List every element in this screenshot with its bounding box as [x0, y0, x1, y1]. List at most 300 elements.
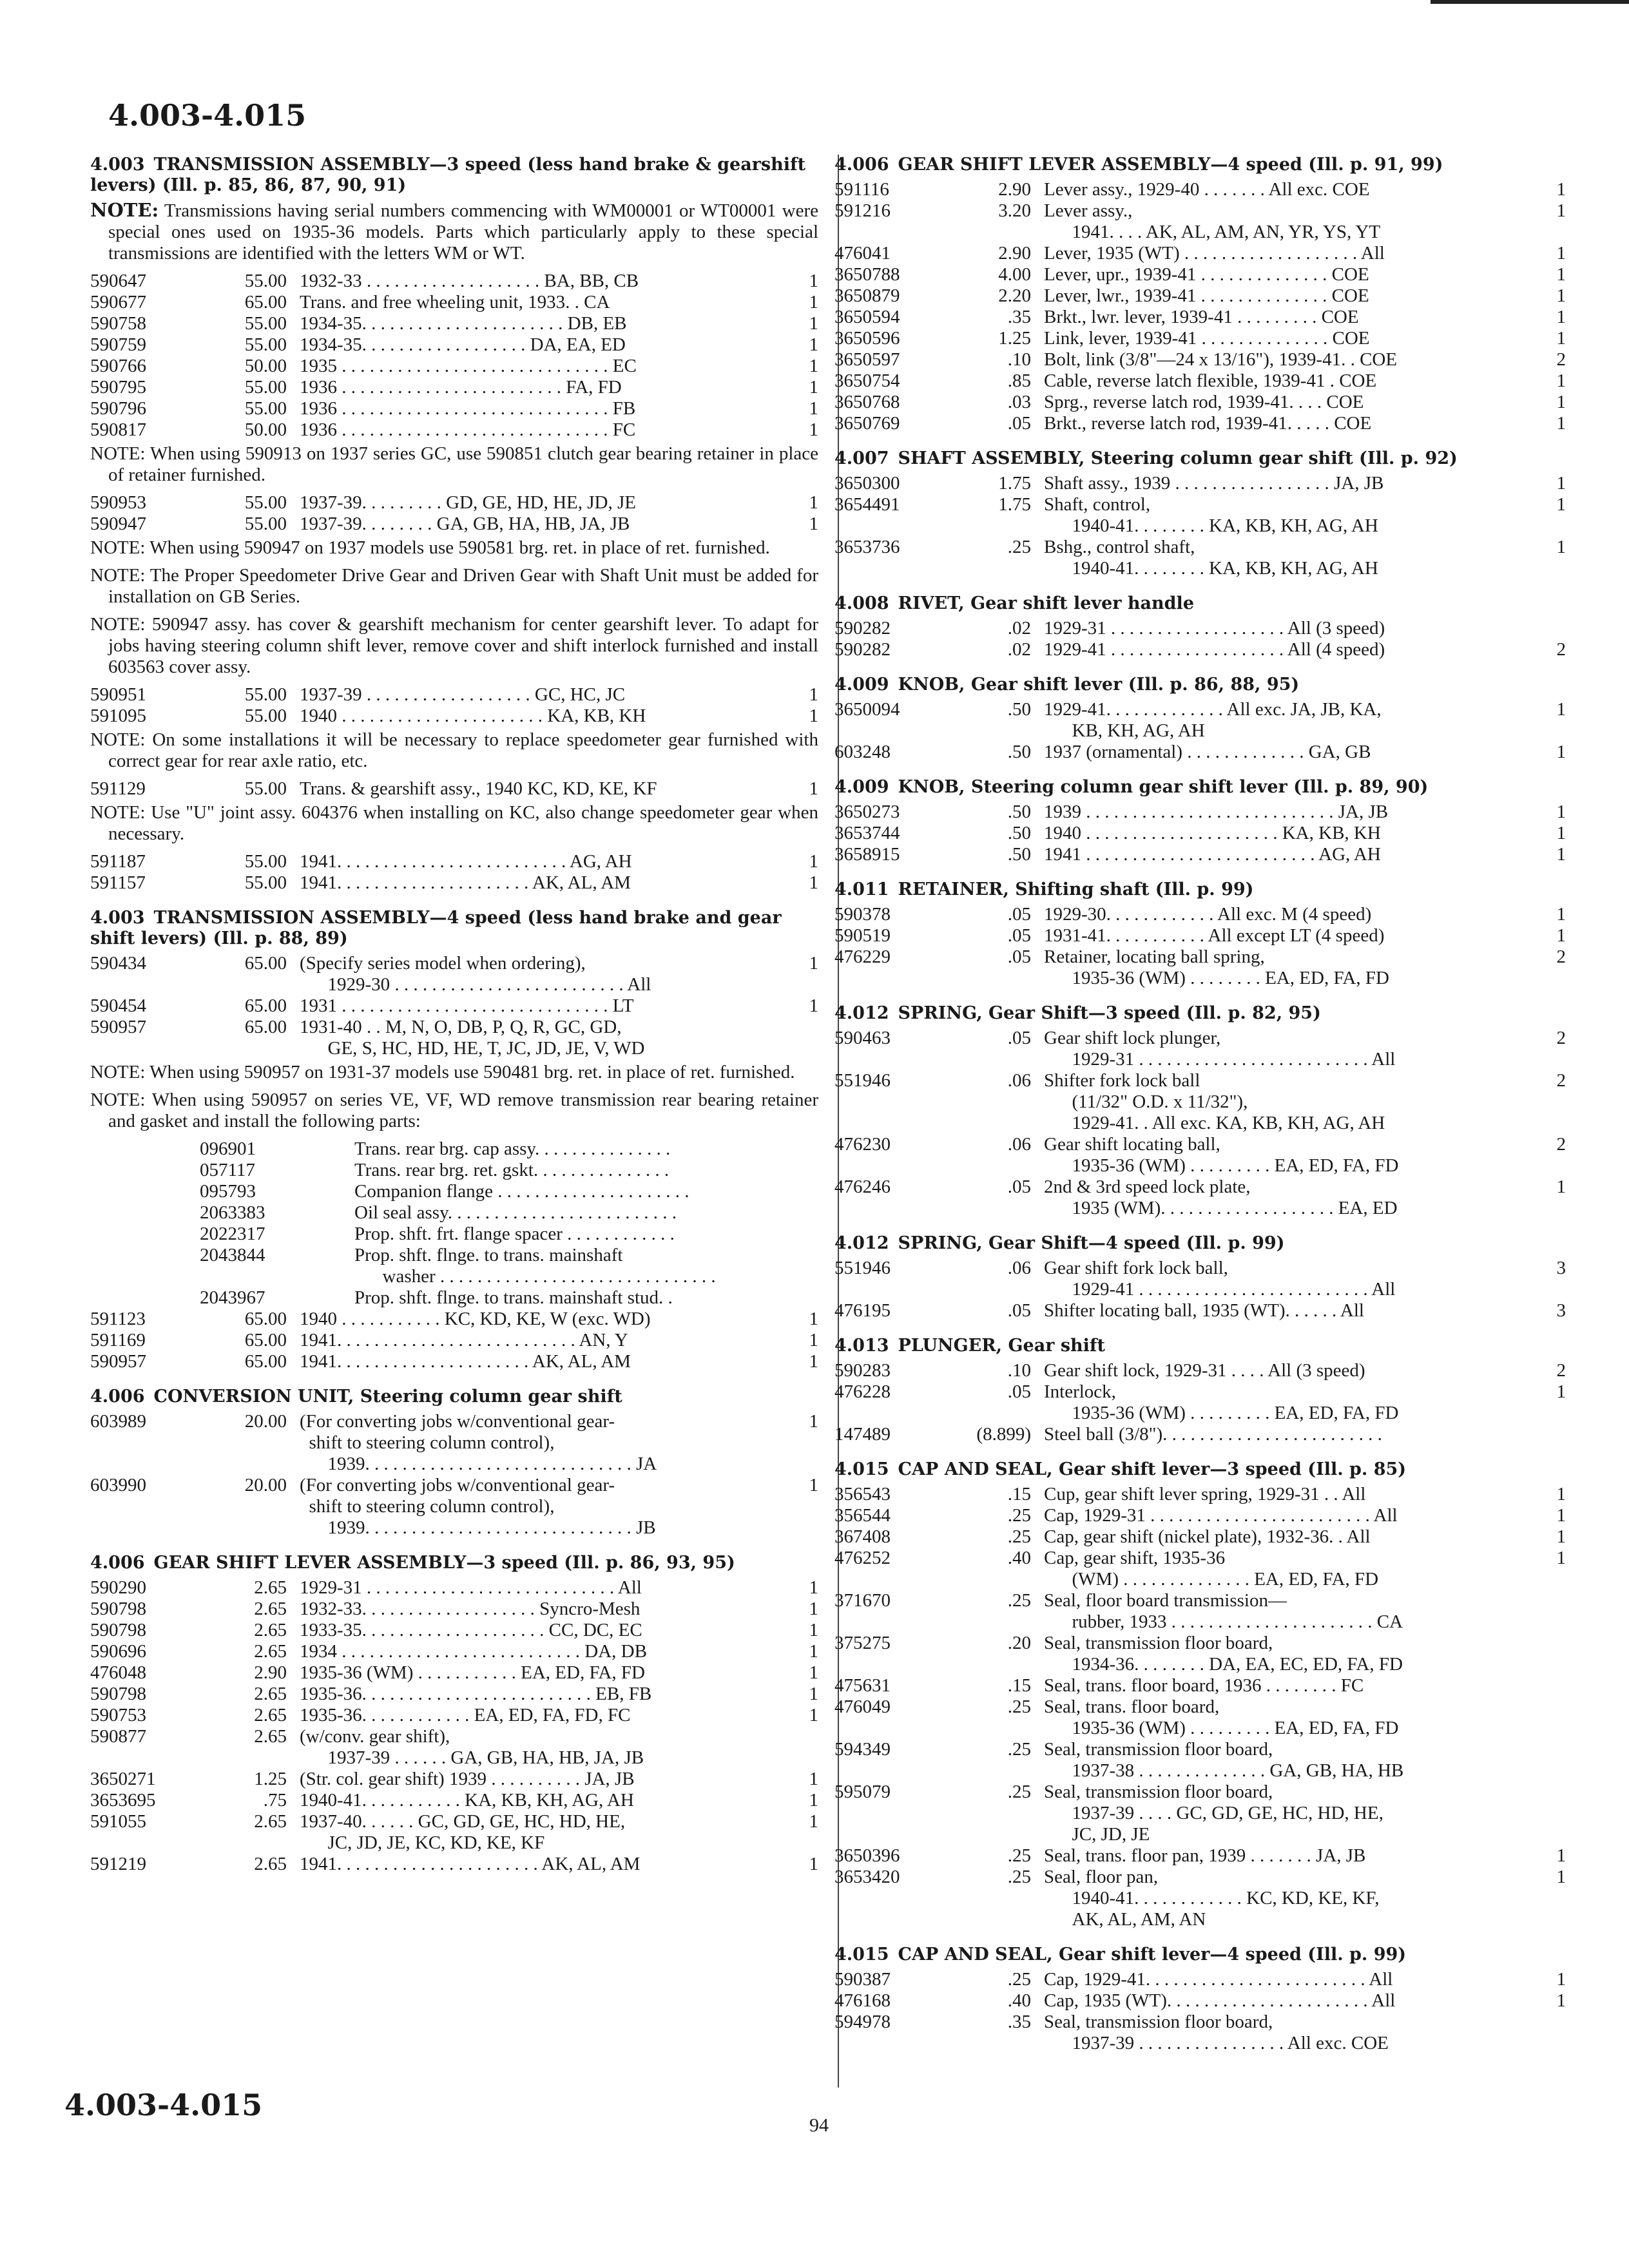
part-number: 590759: [90, 334, 146, 355]
part-price: .35: [1007, 307, 1031, 327]
part-quantity: 1: [809, 706, 818, 726]
part-row: [834, 1675, 1566, 1696]
part-price: .02: [1007, 639, 1031, 660]
part-description: Shifter locating ball, 1935 (WT). . . . . . All: [1044, 1300, 1364, 1321]
part-description: Lever, upr., 1939-41 . . . . . . . . . . . . . . COE: [1044, 264, 1369, 285]
part-number: 3650768: [834, 392, 900, 412]
part-quantity: 1: [1556, 243, 1566, 264]
part-row: [90, 1411, 818, 1475]
part-quantity: 1: [1556, 1845, 1566, 1866]
part-description: Sprg., reverse latch rod, 1939-41. . . . COE: [1044, 392, 1364, 412]
part-quantity: 1: [1556, 742, 1566, 762]
part-price: .15: [1007, 1484, 1031, 1504]
part-description: 1940-41. . . . . . . . . . . KA, KB, KH, AG, AH: [300, 1790, 634, 1811]
part-price: .50: [1007, 742, 1031, 762]
part-description: Gear shift fork lock ball, 1929-41 . . . . . . . . . . . . . . . . . . . . . . . . . All: [1044, 1258, 1396, 1300]
part-description: Seal, transmission floor board, 1937-39 . . . . GC, GD, GE, HC, HD, HE, JC, JD, JE: [1044, 1782, 1383, 1845]
part-description: 1941. . . . . . . . . . . . . . . . . . . . . AK, AL, AM: [300, 1351, 631, 1372]
part-quantity: 2: [1556, 1070, 1566, 1091]
part-description: 1934 . . . . . . . . . . . . . . . . . . . . . . . . . . DA, DB: [300, 1641, 647, 1662]
section-title: GEAR SHIFT LEVER ASSEMBLY—4 speed (Ill. p. 91, 99): [898, 155, 1443, 175]
part-quantity: 1: [809, 1330, 818, 1350]
part-description: Seal, trans. floor board, 1936 . . . . . . . . FC: [1044, 1675, 1364, 1696]
part-quantity: 1: [1556, 699, 1566, 720]
part-price: .05: [1007, 947, 1031, 967]
part-number: 371670: [834, 1590, 891, 1611]
part-price: .05: [1007, 1177, 1031, 1197]
part-price: 2.65: [254, 1684, 287, 1704]
part-description: Seal, floor pan, 1940-41. . . . . . . . . . . . KC, KD, KE, KF, AK, AL, AM, AN: [1044, 1867, 1380, 1930]
part-quantity: 1: [1556, 1867, 1566, 1887]
part-quantity: 1: [809, 1351, 818, 1372]
part-price: .15: [1007, 1675, 1031, 1696]
part-price: 50.00: [244, 419, 287, 440]
part-number: 590290: [90, 1577, 146, 1598]
part-description: Lever assy., 1929-40 . . . . . . . All exc. COE: [1044, 179, 1370, 200]
part-row: [90, 492, 818, 514]
catalog-section: [834, 1945, 1566, 2054]
note-text: [90, 537, 818, 559]
part-number: 590766: [90, 356, 146, 376]
part-price: 55.00: [244, 492, 287, 513]
part-row: [90, 1620, 818, 1641]
part-description: Prop. shft. flnge. to trans. mainshaft washer . . . . . . . . . . . . . . . . . . . . . . . . . . . . . .: [354, 1245, 716, 1287]
note-body: NOTE: 590947 assy. has cover & gearshift mechanism for center gearshift lever. To adapt for jobs having steering column shift lever, remove cover and shift interlock furnished and install 603563 cover assy.: [90, 614, 818, 677]
part-row: [90, 851, 818, 872]
section-code: 4.015: [834, 1945, 889, 1965]
part-number: 2022317: [200, 1224, 265, 1244]
part-price: .50: [1007, 823, 1031, 843]
part-row: [834, 285, 1566, 307]
top-rule: [1431, 0, 1629, 4]
part-quantity: 1: [809, 398, 818, 419]
part-row: [90, 778, 818, 800]
section-code: 4.006: [90, 1387, 145, 1407]
part-description: 1941. . . . . . . . . . . . . . . . . . . . . . . . . AG, AH: [300, 851, 632, 872]
part-quantity: 1: [1556, 179, 1566, 200]
part-number: 476246: [834, 1177, 891, 1197]
part-description: Cap, gear shift (nickel plate), 1932-36. . All: [1044, 1526, 1371, 1547]
section-code: 4.015: [834, 1459, 889, 1479]
part-row: [834, 1424, 1566, 1445]
part-number: 096901: [200, 1139, 256, 1159]
part-row: [834, 392, 1566, 413]
part-number: 590454: [90, 995, 146, 1016]
part-quantity: [1540, 1739, 1566, 1782]
section-title: SPRING, Gear Shift—4 speed (Ill. p. 99): [898, 1233, 1285, 1253]
catalog-section: [90, 1387, 818, 1539]
part-description: Seal, transmission floor board, 1937-39 . . . . . . . . . . . . . . . . All exc. COE: [1044, 2012, 1389, 2053]
part-number: 475631: [834, 1675, 891, 1696]
part-row: [834, 639, 1566, 660]
part-description: Interlock, 1935-36 (WM) . . . . . . . . . EA, ED, FA, FD: [1044, 1381, 1399, 1423]
part-price: 2.65: [254, 1854, 287, 1874]
section-code: 4.011: [834, 879, 889, 899]
part-number: 590753: [90, 1705, 146, 1725]
note-label: NOTE:: [90, 199, 159, 221]
part-number: 590951: [90, 684, 146, 705]
part-quantity: 1: [809, 1705, 818, 1725]
part-row: [90, 1790, 818, 1811]
catalog-section: [834, 675, 1566, 763]
part-row: [834, 1548, 1566, 1590]
part-quantity: 2: [1556, 1360, 1566, 1381]
part-number: 367408: [834, 1526, 891, 1547]
part-number: 590283: [834, 1360, 891, 1381]
catalog-section: [834, 593, 1566, 660]
part-row: [834, 1739, 1566, 1782]
section-title: CONVERSION UNIT, Steering column gear shift: [153, 1387, 622, 1407]
part-price: .25: [1007, 1969, 1031, 1990]
note-text: [90, 565, 818, 608]
part-row: [90, 1475, 818, 1539]
part-price: .25: [1007, 1505, 1031, 1526]
part-description: 1940 . . . . . . . . . . . KC, KD, KE, W (exc. WD): [300, 1309, 651, 1329]
part-row: [90, 872, 818, 894]
part-quantity: 1: [1556, 307, 1566, 327]
part-description: 1929-41 . . . . . . . . . . . . . . . . . . . All (4 speed): [1044, 639, 1385, 660]
part-description: Lever, 1935 (WT) . . . . . . . . . . . . . . . . . . . All: [1044, 243, 1385, 264]
part-number: 476230: [834, 1134, 891, 1155]
sub-part-row: [200, 1202, 818, 1224]
part-quantity: 1: [809, 334, 818, 355]
part-quantity: 1: [809, 1599, 818, 1619]
section-heading: [90, 1553, 818, 1573]
part-quantity: 1: [1556, 925, 1566, 946]
part-quantity: 1: [809, 1577, 818, 1598]
part-row: [90, 514, 818, 535]
section-heading: [90, 908, 818, 949]
part-number: 591219: [90, 1854, 146, 1874]
part-quantity: 1: [1556, 494, 1566, 515]
part-quantity: 1: [809, 1811, 818, 1832]
sub-part-row: [200, 1181, 818, 1202]
section-title: TRANSMISSION ASSEMBLY—4 speed (less hand brake and gear shift levers) (Ill. p. 88, 89): [90, 908, 782, 948]
section-title: SPRING, Gear Shift—3 speed (Ill. p. 82, 95): [898, 1003, 1321, 1023]
catalog-section: [834, 879, 1566, 989]
part-row: [834, 1845, 1566, 1867]
part-price: 20.00: [244, 1475, 287, 1495]
section-code: 4.008: [834, 593, 889, 613]
part-number: 590677: [90, 292, 146, 312]
part-number: 590957: [90, 1351, 146, 1372]
part-price: .10: [1007, 349, 1031, 370]
part-quantity: 1: [809, 684, 818, 705]
part-price: 65.00: [244, 1330, 287, 1350]
part-row: [90, 706, 818, 727]
section-code: 4.013: [834, 1336, 889, 1356]
part-quantity: 2: [1556, 349, 1566, 370]
part-description: 1931-40 . . M, N, O, DB, P, Q, R, GC, GD, GE, S, HC, HD, HE, T, JC, JD, JE, V, WD: [300, 1017, 645, 1059]
part-row: [90, 1662, 818, 1684]
part-number: 590817: [90, 419, 146, 440]
part-description: 1940 . . . . . . . . . . . . . . . . . . . . . . KA, KB, KH: [300, 706, 646, 726]
part-number: 3653736: [834, 537, 900, 557]
part-description: Bshg., control shaft, 1940-41. . . . . . . . KA, KB, KH, AG, AH: [1044, 537, 1378, 579]
sub-part-row: [200, 1224, 818, 1245]
part-price: .25: [1007, 1696, 1031, 1717]
part-row: [834, 1782, 1566, 1845]
section-heading: [834, 1336, 1566, 1356]
part-price: 2.90: [254, 1662, 287, 1683]
part-row: [834, 349, 1566, 370]
part-quantity: [793, 1726, 818, 1769]
catalog-section: [90, 1553, 818, 1875]
part-row: [90, 1811, 818, 1854]
part-number: 590947: [90, 514, 146, 534]
part-quantity: 1: [809, 953, 818, 974]
part-quantity: 1: [1556, 537, 1566, 557]
part-number: 591216: [834, 200, 891, 221]
part-number: 476228: [834, 1381, 891, 1402]
part-price: .85: [1007, 370, 1031, 391]
note-body: Transmissions having serial numbers commencing with WM00001 or WT00001 were special ones used on 1935-36 models. Parts which particularly apply to these special transmissions are identified with the letters WM or WT.: [108, 200, 818, 264]
section-code: 4.006: [90, 1553, 145, 1573]
part-row: [90, 684, 818, 706]
part-row: [90, 419, 818, 441]
catalog-section: [834, 777, 1566, 865]
part-row: [834, 823, 1566, 844]
part-row: [90, 313, 818, 334]
part-price: 65.00: [244, 292, 287, 312]
part-price: .03: [1007, 392, 1031, 412]
part-description: 1935 . . . . . . . . . . . . . . . . . . . . . . . . . . . . . EC: [300, 356, 637, 376]
part-number: 476048: [90, 1662, 146, 1683]
part-number: 3650594: [834, 307, 900, 327]
part-quantity: 1: [1556, 823, 1566, 843]
part-description: Bolt, link (3/8"—24 x 13/16"), 1939-41. . COE: [1044, 349, 1398, 370]
note-body: NOTE: When using 590957 on 1931-37 models use 590481 brg. ret. in place of ret. furnished.: [90, 1062, 795, 1082]
section-title: TRANSMISSION ASSEMBLY—3 speed (less hand brake & gearshift levers) (Ill. p. 85, 86, 87, 90, 91): [90, 155, 806, 195]
part-row: [834, 618, 1566, 639]
page-footer-range: 4.003-4.015: [64, 2088, 263, 2122]
part-price: 1.75: [998, 473, 1031, 494]
part-quantity: 1: [1556, 1484, 1566, 1504]
part-description: 1931 . . . . . . . . . . . . . . . . . . . . . . . . . . . . . LT: [300, 995, 634, 1016]
part-number: 3650094: [834, 699, 900, 720]
part-number: 3650271: [90, 1769, 156, 1789]
part-number: 3650788: [834, 264, 900, 285]
section-title: CAP AND SEAL, Gear shift lever—4 speed (Ill. p. 99): [898, 1945, 1407, 1965]
part-description: 1939 . . . . . . . . . . . . . . . . . . . . . . . . . . . JA, JB: [1044, 802, 1389, 822]
part-row: [834, 1867, 1566, 1930]
part-number: 590957: [90, 1017, 146, 1037]
part-price: .25: [1007, 1867, 1031, 1887]
part-row: [834, 473, 1566, 494]
part-number: 147489: [834, 1424, 891, 1445]
part-number: 591095: [90, 706, 146, 726]
section-heading: [834, 1233, 1566, 1254]
part-description: Seal, trans. floor pan, 1939 . . . . . . . JA, JB: [1044, 1845, 1366, 1866]
part-price: 2.65: [254, 1620, 287, 1640]
part-description: Steel ball (3/8"). . . . . . . . . . . . . . . . . . . . . . . .: [1044, 1424, 1382, 1445]
part-quantity: [1540, 2012, 1566, 2054]
note-text: [90, 729, 818, 772]
catalog-section: [834, 1003, 1566, 1219]
note-body: NOTE: The Proper Speedometer Drive Gear and Driven Gear with Shaft Unit must be added for installation on GB Series.: [90, 565, 818, 607]
part-description: 1941. . . . . . . . . . . . . . . . . . . . . . AK, AL, AM: [300, 1854, 641, 1874]
part-price: 55.00: [244, 377, 287, 398]
part-price: .40: [1007, 1990, 1031, 2011]
part-description: 1935-36. . . . . . . . . . . . EA, ED, FA, FD, FC: [300, 1705, 631, 1725]
part-quantity: 3: [1556, 1258, 1566, 1278]
part-number: 591157: [90, 872, 146, 893]
part-description: 1932-33. . . . . . . . . . . . . . . . . . . Syncro-Mesh: [300, 1599, 641, 1619]
part-description: Seal, transmission floor board, 1934-36. . . . . . . . DA, EA, EC, ED, FA, FD: [1044, 1633, 1403, 1675]
part-quantity: 1: [809, 292, 818, 312]
part-description: Lever assy., 1941. . . . AK, AL, AM, AN, YR, YS, YT: [1044, 200, 1381, 242]
catalog-section: [834, 155, 1566, 434]
part-description: Prop. shft. frt. flange spacer . . . . . . . . . . . .: [354, 1224, 675, 1244]
part-quantity: 1: [1556, 1505, 1566, 1526]
part-number: 594978: [834, 2012, 891, 2032]
part-quantity: 1: [1556, 285, 1566, 306]
note-text: [90, 802, 818, 845]
part-quantity: 1: [809, 1790, 818, 1811]
part-description: 1937-39 . . . . . . . . . . . . . . . . . . GC, HC, JC: [300, 684, 626, 705]
note-text: [90, 200, 818, 264]
part-quantity: 1: [809, 1769, 818, 1789]
part-price: 2.90: [998, 243, 1031, 264]
part-price: 55.00: [244, 313, 287, 334]
part-description: Cable, reverse latch flexible, 1939-41 . COE: [1044, 370, 1377, 391]
part-row: [834, 1070, 1566, 1134]
part-description: Shaft assy., 1939 . . . . . . . . . . . . . . . . . JA, JB: [1044, 473, 1384, 494]
part-description: 1932-33 . . . . . . . . . . . . . . . . . . . BA, BB, CB: [300, 271, 639, 291]
part-quantity: 1: [809, 377, 818, 398]
part-row: [90, 1599, 818, 1620]
part-description: 2nd & 3rd speed lock plate, 1935 (WM). . . . . . . . . . . . . . . . . . . EA, ED: [1044, 1177, 1398, 1218]
part-row: [834, 1134, 1566, 1177]
part-description: 1935-36 (WM) . . . . . . . . . . . EA, ED, FA, FD: [300, 1662, 645, 1683]
part-number: 3653420: [834, 1867, 900, 1887]
part-price: 55.00: [244, 271, 287, 291]
part-number: 3653744: [834, 823, 900, 843]
section-title: SHAFT ASSEMBLY, Steering column gear shift (Ill. p. 92): [898, 448, 1458, 468]
section-heading: [834, 448, 1566, 469]
part-description: Shifter fork lock ball (11/32" O.D. x 11/32"), 1929-41. . All exc. KA, KB, KH, AG, AH: [1044, 1070, 1385, 1133]
part-quantity: [1540, 1696, 1566, 1739]
part-description: Cup, gear shift lever spring, 1929-31 . . All: [1044, 1484, 1366, 1504]
part-description: 1941. . . . . . . . . . . . . . . . . . . . . AK, AL, AM: [300, 872, 631, 893]
part-number: 3653695: [90, 1790, 156, 1811]
sub-part-row: [200, 1287, 818, 1309]
part-price: 1.25: [998, 328, 1031, 349]
part-quantity: 1: [1556, 1969, 1566, 1990]
part-number: 590378: [834, 904, 891, 925]
part-price: 2.65: [254, 1599, 287, 1619]
part-price: .25: [1007, 1739, 1031, 1760]
part-description: Cap, 1929-41. . . . . . . . . . . . . . . . . . . . . . . . All: [1044, 1969, 1393, 1990]
part-number: 590696: [90, 1641, 146, 1662]
part-quantity: 1: [809, 995, 818, 1016]
part-row: [90, 1641, 818, 1662]
part-description: Lever, lwr., 1939-41 . . . . . . . . . . . . . . COE: [1044, 285, 1369, 306]
part-number: 3650273: [834, 802, 900, 822]
part-number: 603248: [834, 742, 891, 762]
part-description: 1936 . . . . . . . . . . . . . . . . . . . . . . . . . . . . . FC: [300, 419, 636, 440]
section-title: GEAR SHIFT LEVER ASSEMBLY—3 speed (Ill. p. 86, 93, 95): [153, 1553, 735, 1573]
part-quantity: [1540, 1782, 1566, 1845]
part-description: 1936 . . . . . . . . . . . . . . . . . . . . . . . . FA, FD: [300, 377, 622, 398]
part-price: .06: [1007, 1258, 1031, 1278]
part-number: 3650396: [834, 1845, 900, 1866]
part-row: [90, 1351, 818, 1372]
sub-part-row: [200, 1245, 818, 1287]
part-price: .35: [1007, 2012, 1031, 2032]
part-quantity: 1: [809, 419, 818, 440]
part-price: .50: [1007, 844, 1031, 865]
part-description: Trans. rear brg. cap assy. . . . . . . . . . . . . . .: [354, 1139, 671, 1159]
part-price: .10: [1007, 1360, 1031, 1381]
part-description: Trans. rear brg. ret. gskt. . . . . . . . . . . . . . .: [354, 1160, 670, 1180]
part-quantity: 1: [809, 778, 818, 799]
part-row: [834, 742, 1566, 763]
part-row: [834, 1505, 1566, 1526]
part-row: [834, 370, 1566, 392]
part-price: .25: [1007, 537, 1031, 557]
part-description: 1931-41. . . . . . . . . . . All except LT (4 speed): [1044, 925, 1385, 946]
section-code: 4.012: [834, 1003, 889, 1023]
part-price: 2.65: [254, 1577, 287, 1598]
section-code: 4.009: [834, 777, 889, 797]
part-row: [834, 844, 1566, 865]
part-quantity: 1: [1556, 1526, 1566, 1547]
page-number: 94: [809, 2115, 829, 2136]
part-row: [834, 947, 1566, 989]
part-number: 476252: [834, 1548, 891, 1568]
part-quantity: 1: [1556, 1177, 1566, 1197]
part-quantity: 1: [1556, 200, 1566, 221]
part-description: Prop. shft. flnge. to trans. mainshaft stud. .: [354, 1287, 673, 1308]
part-number: 591123: [90, 1309, 146, 1329]
part-quantity: 1: [809, 1854, 818, 1874]
part-quantity: 1: [1556, 264, 1566, 285]
part-quantity: 1: [1556, 1990, 1566, 2011]
part-description: 1935-36. . . . . . . . . . . . . . . . . . . . . . . . . EB, FB: [300, 1684, 652, 1704]
part-number: 590434: [90, 953, 146, 974]
part-number: 590798: [90, 1599, 146, 1619]
part-number: 356543: [834, 1484, 891, 1504]
part-price: .40: [1007, 1548, 1031, 1568]
part-row: [90, 1705, 818, 1726]
part-row: [834, 328, 1566, 349]
note-text: [90, 1062, 818, 1083]
part-price: .25: [1007, 1526, 1031, 1547]
part-quantity: 1: [1556, 1548, 1566, 1568]
part-number: 2043844: [200, 1245, 265, 1265]
part-price: .05: [1007, 904, 1031, 925]
part-row: [90, 1726, 818, 1769]
part-quantity: 1: [809, 1475, 818, 1495]
section-title: KNOB, Gear shift lever (Ill. p. 86, 88, 95): [898, 675, 1300, 695]
part-row: [834, 307, 1566, 328]
part-quantity: [1540, 1424, 1566, 1445]
part-row: [90, 1684, 818, 1705]
part-quantity: [1540, 618, 1566, 639]
part-row: [90, 1769, 818, 1790]
part-row: [834, 1258, 1566, 1300]
part-price: 2.90: [998, 179, 1031, 200]
part-quantity: 1: [809, 872, 818, 893]
part-quantity: 1: [809, 514, 818, 534]
part-number: 591169: [90, 1330, 146, 1350]
part-price: 1.25: [254, 1769, 287, 1789]
part-number: 590798: [90, 1620, 146, 1640]
part-price: .06: [1007, 1070, 1031, 1091]
part-description: 1929-31 . . . . . . . . . . . . . . . . . . . . . . . . . . . All: [300, 1577, 642, 1598]
part-number: 591116: [834, 179, 889, 200]
